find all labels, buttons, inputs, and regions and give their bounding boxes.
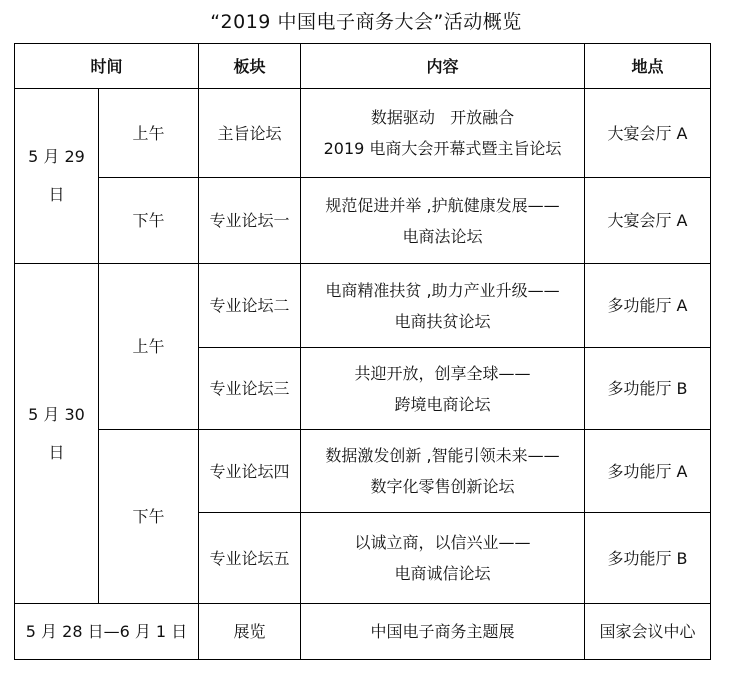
content-line: 跨境电商论坛 [394, 394, 491, 414]
period-cell: 上午 [99, 264, 199, 430]
expo-dates-cell: 5 月 28 日—6 月 1 日 [15, 604, 199, 660]
period-cell: 下午 [99, 430, 199, 604]
header-section: 板块 [199, 44, 301, 89]
section-cell: 专业论坛三 [199, 348, 301, 430]
content-cell: 中国电子商务主题展 [301, 604, 585, 660]
content-line: 2019 电商大会开幕式暨主旨论坛 [323, 139, 562, 158]
date-cell-may30 [15, 264, 99, 604]
content-line: 规范促进并举 ,护航健康发展—— [325, 195, 560, 215]
content-line: 数据激发创新 ,智能引领未来—— [325, 446, 560, 465]
period-cell: 下午 [99, 178, 199, 264]
header-time: 时间 [15, 44, 199, 89]
date-line: 5 月 30 [28, 404, 85, 424]
schedule-table [14, 43, 711, 660]
table-row [15, 430, 711, 513]
date-line: 日 [48, 185, 65, 204]
venue-cell: 国家会议中心 [585, 604, 711, 660]
table-row [15, 89, 711, 178]
content-line: 电商扶贫论坛 [394, 311, 491, 331]
table-row [15, 604, 711, 660]
content-cell [301, 513, 585, 604]
content-line: 电商精准扶贫 ,助力产业升级—— [325, 280, 560, 300]
content-line: 数据驱动 开放融合 [370, 108, 515, 127]
table-row [15, 178, 711, 264]
date-line: 5 月 29 [28, 147, 85, 166]
venue-cell: 多功能厅 B [585, 513, 711, 604]
section-cell: 主旨论坛 [199, 89, 301, 178]
table-row [15, 264, 711, 348]
venue-cell: 大宴会厅 A [585, 178, 711, 264]
content-cell [301, 348, 585, 430]
content-line: 电商法论坛 [402, 226, 483, 246]
header-row [15, 44, 711, 89]
content-line: 电商诚信论坛 [394, 564, 491, 583]
content-cell [301, 430, 585, 513]
header-venue: 地点 [585, 44, 711, 89]
content-cell [301, 89, 585, 178]
section-cell: 专业论坛五 [199, 513, 301, 604]
date-line: 日 [48, 442, 65, 462]
section-cell: 展览 [199, 604, 301, 660]
section-cell: 专业论坛一 [199, 178, 301, 264]
venue-cell: 多功能厅 B [585, 348, 711, 430]
venue-cell: 多功能厅 A [585, 264, 711, 348]
content-line: 以诚立商，以信兴业—— [354, 533, 531, 552]
section-cell: 专业论坛四 [199, 430, 301, 513]
content-cell [301, 178, 585, 264]
content-cell [301, 264, 585, 348]
content-line: 数字化零售创新论坛 [370, 477, 515, 496]
content-line: 共迎开放，创享全球—— [354, 363, 531, 383]
venue-cell: 大宴会厅 A [585, 89, 711, 178]
venue-cell: 多功能厅 A [585, 430, 711, 513]
period-cell: 上午 [99, 89, 199, 178]
section-cell: 专业论坛二 [199, 264, 301, 348]
page-title: “2019 中国电子商务大会”活动概览 [210, 11, 522, 33]
date-cell-may29 [15, 89, 99, 264]
header-content: 内容 [301, 44, 585, 89]
